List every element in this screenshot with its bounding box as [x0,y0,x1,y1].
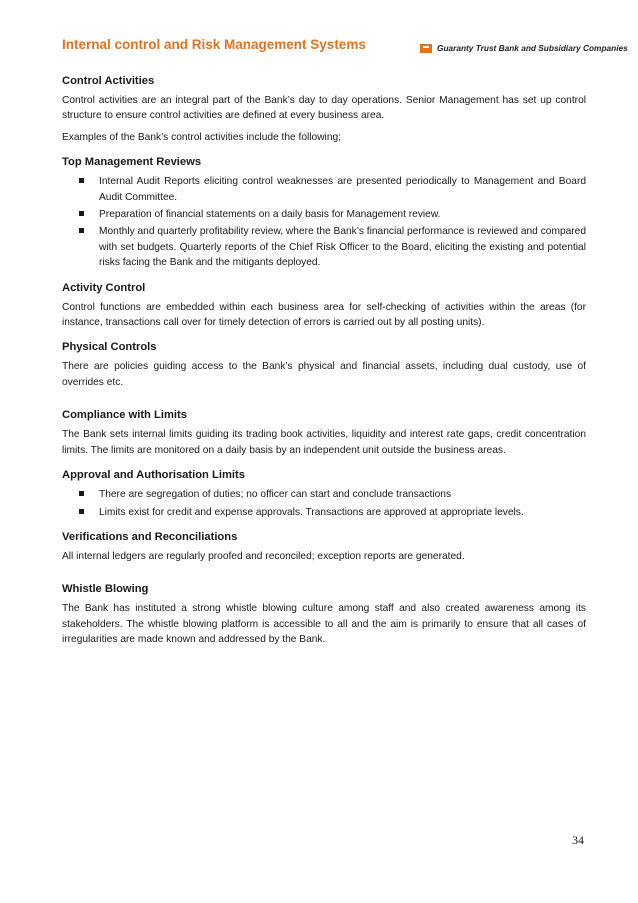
gtbank-logo-icon [420,44,432,53]
list-item: Limits exist for credit and expense approvals. Transactions are approved at appropriate levels. [99,505,586,520]
section-whistle-blowing [62,582,586,647]
list-item: Internal Audit Reports eliciting control weaknesses are presented periodically to Management and Board Audit Committee. [99,174,586,205]
list-item: There are segregation of duties; no officer can start and conclude transactions [99,487,586,502]
heading-approval-limits: Approval and Authorisation Limits [62,469,245,482]
paragraph: There are policies guiding access to the Bank’s physical and financial assets, including dual custody, use of overrides etc. [62,361,586,388]
section-approval-limits [62,468,586,520]
document-body [62,74,586,658]
section-top-management-reviews [62,155,586,270]
paragraph: All internal ledgers are regularly proofed and reconciled; exception reports are generated. [62,550,465,562]
heading-activity-control: Activity Control [62,281,146,294]
section-activity-control [62,281,586,331]
heading-whistle-blowing: Whistle Blowing [62,583,149,596]
company-header [420,43,628,53]
bullet-list [62,487,586,520]
page-header-title: Internal control and Risk Management Systems [62,37,366,52]
page-number: 34 [572,833,584,847]
heading-top-management-reviews: Top Management Reviews [62,156,202,169]
paragraph: The Bank sets internal limits guiding its trading book activities, liquidity and interest rate gaps, credit concentration limits. The limits are monitored on a daily basis by an independent unit outside the business areas. [62,429,586,456]
section-verifications [62,530,586,564]
bullet-list [62,174,586,270]
section-compliance-limits [62,408,586,458]
list-item: Preparation of financial statements on a daily basis for Management review. [99,207,586,222]
company-name: Guaranty Trust Bank and Subsidiary Companies [437,43,628,53]
paragraph: Examples of the Bank’s control activities include the following; [62,131,341,143]
paragraph: The Bank has instituted a strong whistle blowing culture among staff and also created awareness among its stakeholders. The whistle blowing platform is accessible to all and the aim is primarily to ensure that all cases of irregularities are made known and addressed by the Bank. [62,603,586,646]
section-control-activities [62,74,586,145]
paragraph: Control functions are embedded within each business area for self-checking of activities within the areas (for instance, transactions call over for timely detection of errors is carried out by all posting units). [62,301,586,329]
heading-compliance-limits: Compliance with Limits [62,409,187,422]
paragraph: Control activities are an integral part of the Bank’s day to day operations. Senior Management has set up control structure to ensure control activities are defined at every business area. [62,95,586,122]
heading-verifications: Verifications and Reconciliations [62,530,238,543]
section-physical-controls [62,340,586,390]
heading-physical-controls: Physical Controls [62,341,157,354]
heading-control-activities: Control Activities [62,75,155,87]
list-item: Monthly and quarterly profitability review, where the Bank’s financial performance is reviewed and compared with set budgets. Quarterly reports of the Chief Risk Officer to the Board, eliciting the existing and potential risks facing the Bank and the mitigants deployed. [99,224,586,270]
